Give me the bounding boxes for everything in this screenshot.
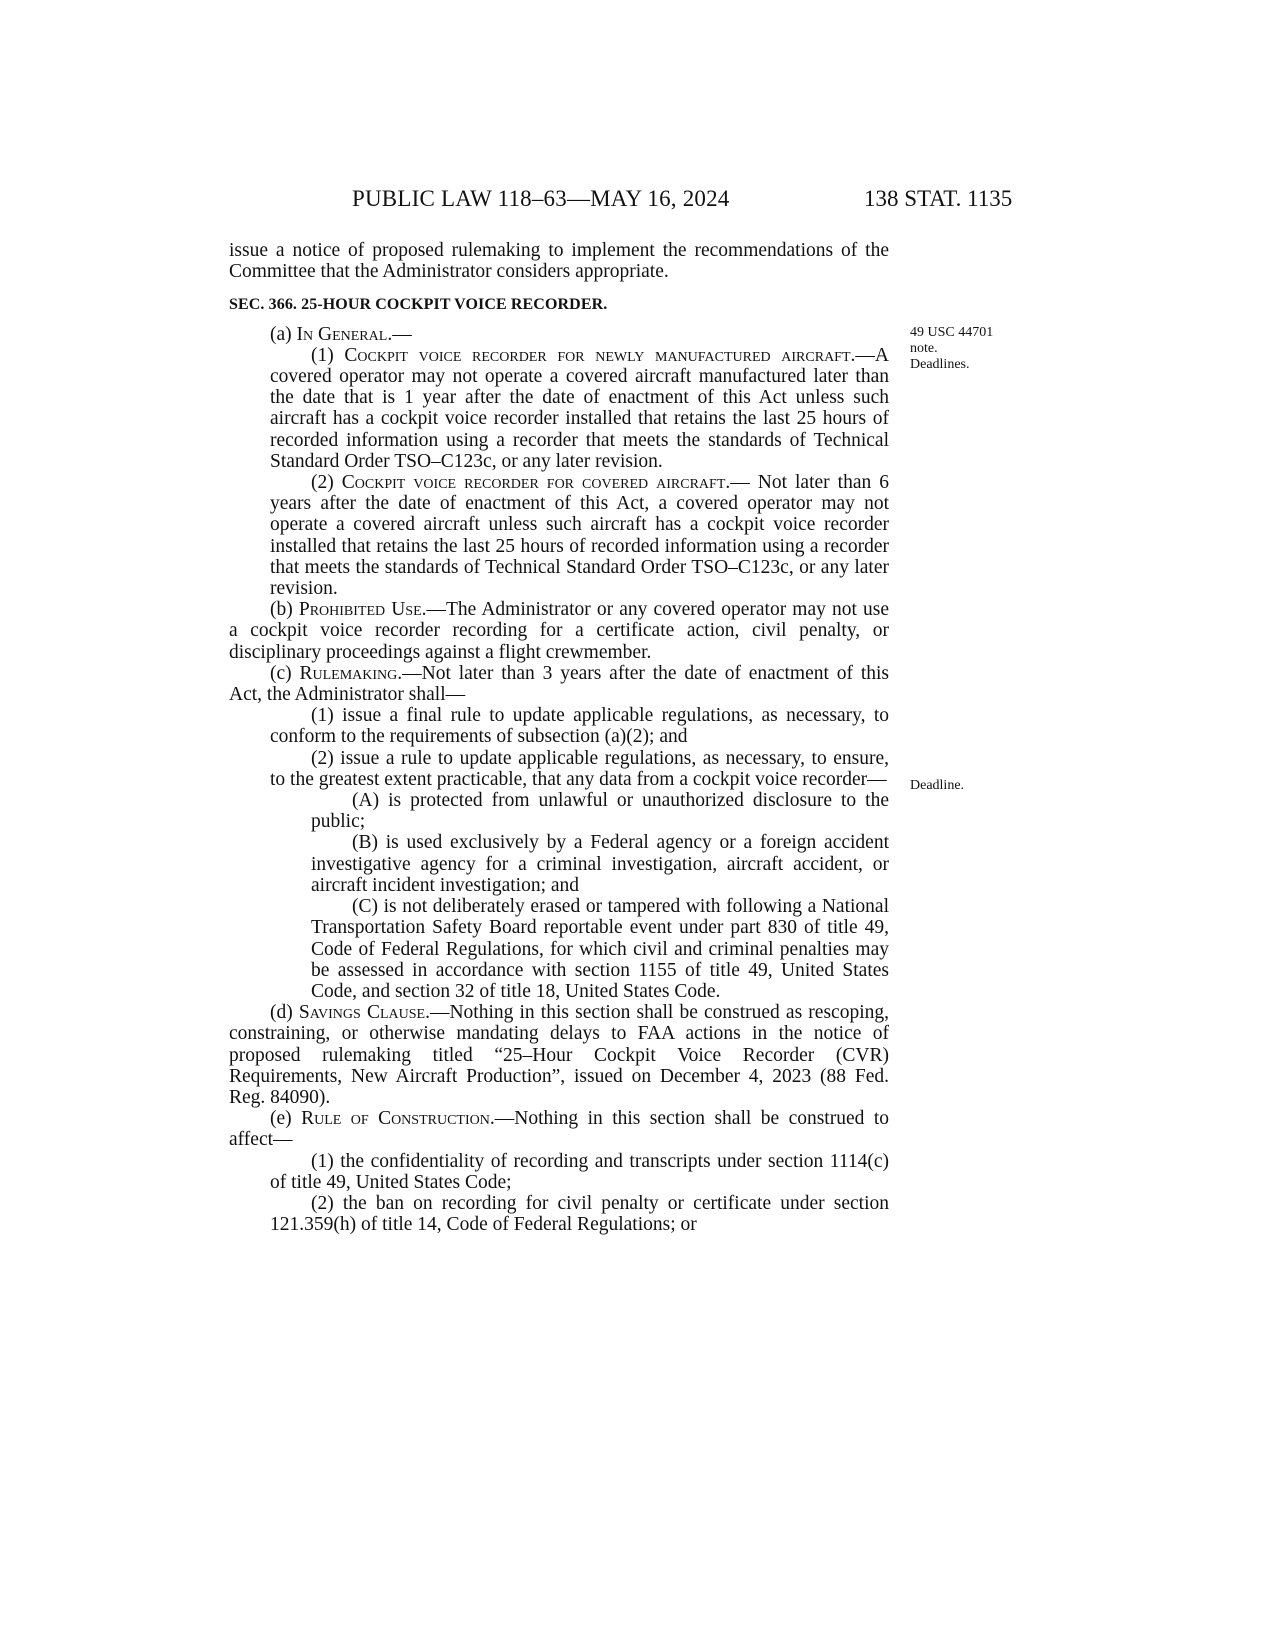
public-law-title: PUBLIC LAW 118–63—MAY 16, 2024 (352, 186, 730, 211)
margin-note-usc-deadlines (910, 325, 993, 373)
paragraph-text: .—A covered operator may not operate a covered aircraft manufactured later than the date that is 1 year after the date of enactment of this Act unless such aircraft has a cockpit voice recorder installed that retains the last 25 hours of recorded information using a recorder that meets the standards of Technical Standard Order TSO–C123c, or any later revision. (270, 344, 889, 472)
subsection-label: (e) (270, 1108, 302, 1130)
subsection-heading: Savings Clause (298, 1002, 426, 1024)
subsection-text: .—The Administrator or any covered operator may not use a cockpit voice recorder recording for a certificate action, civil penalty, or disciplinary proceedings against a flight crewmember. (229, 599, 889, 663)
paragraph-e1: (1) the confidentiality of recording and transcripts under section 1114(c) of title 49, United States Code; (270, 1150, 889, 1193)
intro-paragraph: issue a notice of proposed rulemaking to implement the recommendations of the Committee that the Administrator considers appropriate. (229, 240, 889, 283)
margin-note-line: Deadlines. (910, 357, 970, 372)
margin-note-deadline: Deadline. (910, 778, 965, 793)
subsection-heading: Rulemaking (299, 662, 398, 684)
subparagraph-c2B: (B) is used exclusively by a Federal agency or a foreign accident investigative agency for a criminal investigation, aircraft accident, or aircraft incident investigation; and (311, 832, 889, 896)
subsection-label: (b) (270, 599, 299, 621)
subsection-heading: Prohibited Use (298, 599, 422, 621)
subparagraph-c2A: (A) is protected from unlawful or unauthorized disclosure to the public; (311, 790, 889, 833)
subsection-c (229, 663, 889, 705)
paragraph-number: (2) (311, 472, 342, 494)
subsection-a (229, 324, 889, 345)
paragraph-a2 (229, 472, 889, 599)
margin-note-line: note. (910, 341, 938, 356)
subsection-label: (d) (270, 1002, 299, 1024)
margin-note-line: 49 USC 44701 (910, 325, 994, 340)
paragraph-number: (1) (311, 344, 345, 366)
section-heading: SEC. 366. 25-HOUR COCKPIT VOICE RECORDER. (229, 296, 608, 314)
subsection-text: .—Nothing in this section shall be construed as rescoping, constraining, or otherwise mandating delays to FAA actions in the notice of proposed rulemaking titled “25–Hour Cockpit Voice Recorder (CVR) Requirements, New Aircraft Production”, issued on December 4, 2023 (88 Fed. Reg. 84090). (229, 1002, 889, 1108)
paragraph-c2: (2) issue a rule to update applicable regulations, as necessary, to ensure, to the greatest extent practicable, that any data from a cockpit voice recorder— (270, 747, 889, 790)
paragraph-e2: (2) the ban on recording for civil penalty or certificate under section 121.359(h) of title 14, Code of Federal Regulations; or (270, 1192, 889, 1236)
page-header (0, 186, 1275, 216)
subsection-label: (a) (270, 323, 297, 345)
document-body (229, 240, 889, 1235)
paragraph-a1 (229, 345, 889, 472)
subsection-heading: Rule of Construction (301, 1108, 490, 1130)
stat-page-number: 138 STAT. 1135 (864, 186, 1013, 211)
subsection-e (229, 1108, 889, 1150)
subsection-text: .—Nothing in this section shall be construed to affect— (229, 1108, 889, 1151)
paragraph-heading: Cockpit voice recorder for covered aircraft (341, 472, 726, 494)
paragraph-text: .— Not later than 6 years after the date of enactment of this Act, a covered operator may not operate a covered aircraft unless such aircraft has a cockpit voice recorder installed that retains the last 25 hours of recorded information using a recorder that meets the standards of Technical Standard Order TSO–C123c, or any later revision. (270, 472, 889, 600)
subsection-b (229, 599, 889, 663)
subsection-d (229, 1002, 889, 1108)
subsection-heading: In General (296, 323, 388, 345)
subsection-text: .—Not later than 3 years after the date of enactment of this Act, the Administrator shall— (229, 662, 889, 706)
subsection-label: (c) (270, 662, 300, 684)
paragraph-heading: Cockpit voice recorder for newly manufactured aircraft (344, 344, 851, 366)
subparagraph-c2C: (C) is not deliberately erased or tampered with following a National Transportation Safety Board reportable event under part 830 of title 49, Code of Federal Regulations, for which civil and criminal penalties may be assessed in accordance with section 1155 of title 49, United States Code, and section 32 of title 18, United States Code. (311, 896, 889, 1002)
paragraph-c1: (1) issue a final rule to update applicable regulations, as necessary, to conform to the requirements of subsection (a)(2); and (270, 705, 889, 748)
subsection-dash: .— (387, 323, 412, 345)
